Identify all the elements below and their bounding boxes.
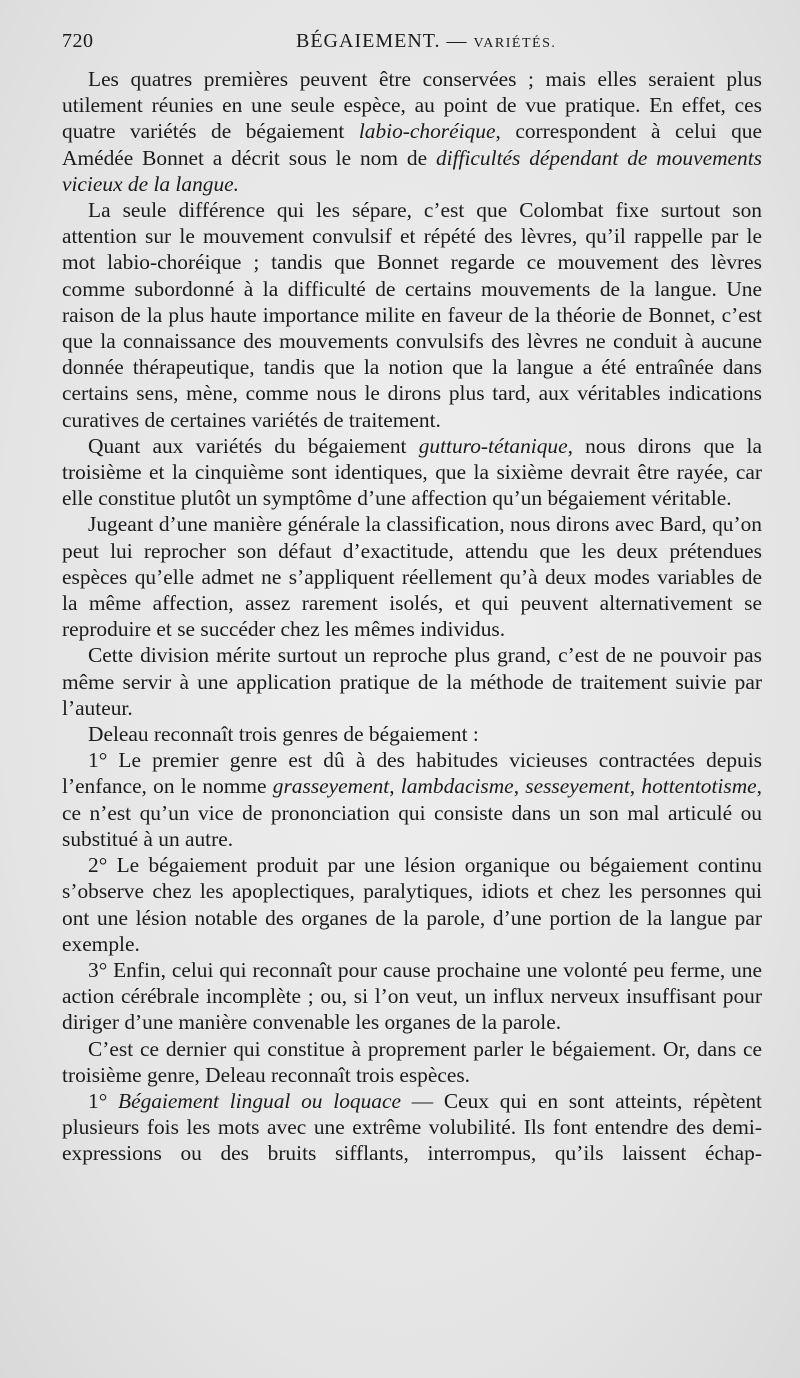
body-text xyxy=(62,66,762,1167)
header-dash: — xyxy=(446,30,468,52)
paragraph xyxy=(62,66,762,197)
paragraph xyxy=(62,957,762,1036)
text-run: Les quatres premières peuvent être conservées ; mais elles seraient plus utilement réunies en une seule espèce, au point de vue pratique. En effet, ces quatre variétés de bégaiement xyxy=(62,67,762,144)
paragraph xyxy=(62,1088,762,1167)
text-run: , nous dirons que la troisième et la cinquième sont identiques, que la sixième devrait être rayée, car elle constitue plutôt un symptôme d’une affection qu’un bégaiement véritable. xyxy=(62,433,762,511)
paragraph xyxy=(62,852,762,957)
italic-text: labio-choréique xyxy=(358,119,496,144)
paragraph xyxy=(62,433,762,512)
paragraph xyxy=(62,1036,762,1088)
text-run: La seule différence qui les sépare, c’est que Colombat fixe surtout son attention sur le mouvement convulsif et répété des lèvres, qu’il rappelle par le mot labio-choréique ; tandis que Bonnet regarde ce mouvement des lèvres comme subordonné à la difficulté de certains mouvements de la langue. Une raison de la plus haute importance milite en faveur de la théorie de Bonnet, c’est que la connaissance des mouvements convulsifs des lèvres ne conduit à aucune donnée thérapeutique, tandis que la notion que la langue a été entraînée dans certains sens, mène, comme nous le dirons plus tard, aux véritables indications curatives de certaines variétés de traitement. xyxy=(62,198,762,432)
paragraph xyxy=(62,642,762,721)
running-title xyxy=(296,30,556,53)
text-run: 1° Le premier genre est dû à des habitudes vicieuses contractées depuis l’enfance, on le nomme xyxy=(62,748,762,799)
text-run: , xyxy=(513,774,526,799)
header-subtitle: VARIÉTÉS. xyxy=(473,36,557,51)
paragraph xyxy=(62,747,762,852)
text-run: Deleau reconnaît trois genres de bégaiement : xyxy=(88,722,479,747)
text-run: Quant aux variétés du bégaiement xyxy=(88,433,419,458)
page-number: 720 xyxy=(62,30,94,52)
italic-text: grasseyement xyxy=(272,774,390,799)
text-run: 1° xyxy=(88,1088,119,1113)
italic-text: lambdacisme xyxy=(400,774,514,799)
text-run: 2° Le bégaiement produit par une lésion organique ou bégaiement continu s’observe chez les apoplectiques, paralytiques, idiots et chez les personnes qui ont une lésion notable des organes de la parole, d’une portion de la langue par exemple. xyxy=(62,853,762,956)
text-run: Jugeant d’une manière générale la classification, nous dirons avec Bard, qu’on peut lui reprocher son défaut d’exactitude, attendu que les deux prétendues espèces qu’elle admet ne s’appliquent réellement qu’à deux modes variables de la même affection, assez rarement isolés, et qui peuvent alternativement se reproduire et se succéder chez les mêmes individus. xyxy=(62,512,762,642)
text-run: C’est ce dernier qui constitue à proprement parler le bégaiement. Or, dans ce troisième genre, Deleau reconnaît trois espèces. xyxy=(62,1036,762,1087)
italic-text: difficultés dépendant de mouvements vicieux de la langue. xyxy=(62,145,762,196)
italic-text: sesseyement xyxy=(525,774,630,799)
text-run: , correspondent à celui que Amédée Bonnet a décrit sous le nom de xyxy=(62,119,762,170)
italic-text: gutturo-tétanique xyxy=(418,433,568,458)
text-run: , xyxy=(389,774,401,799)
text-run: 3° Enfin, celui qui reconnaît pour cause prochaine une volonté peu ferme, une action cérébrale incomplète ; ou, si l’on veut, un influx nerveux insuffisant pour diriger d’une manière convenable les organes de la parole. xyxy=(62,957,762,1035)
text-run: , xyxy=(629,774,642,799)
paragraph xyxy=(62,197,762,433)
paragraph xyxy=(62,511,762,642)
italic-text: hottentotisme xyxy=(641,774,757,799)
text-run: Cette division mérite surtout un reproche plus grand, c’est de ne pouvoir pas même servir à une application pratique de la méthode de traitement suivie par l’auteur. xyxy=(62,643,762,720)
running-header xyxy=(62,30,762,60)
italic-text: Bégaiement lingual ou loquace xyxy=(118,1088,401,1113)
paragraph xyxy=(62,721,762,747)
text-run: , ce n’est qu’un vice de prononciation qui consiste dans un son mal articulé ou substitué à un autre. xyxy=(62,774,762,851)
text-run: — Ceux qui en sont atteints, répètent plusieurs fois les mots avec une extrême volubilité. Ils font entendre des demi-expressions ou des bruits sifflants, interrompus, qu’ils laissent échap- xyxy=(62,1088,762,1166)
header-title: BÉGAIEMENT. xyxy=(296,30,441,52)
